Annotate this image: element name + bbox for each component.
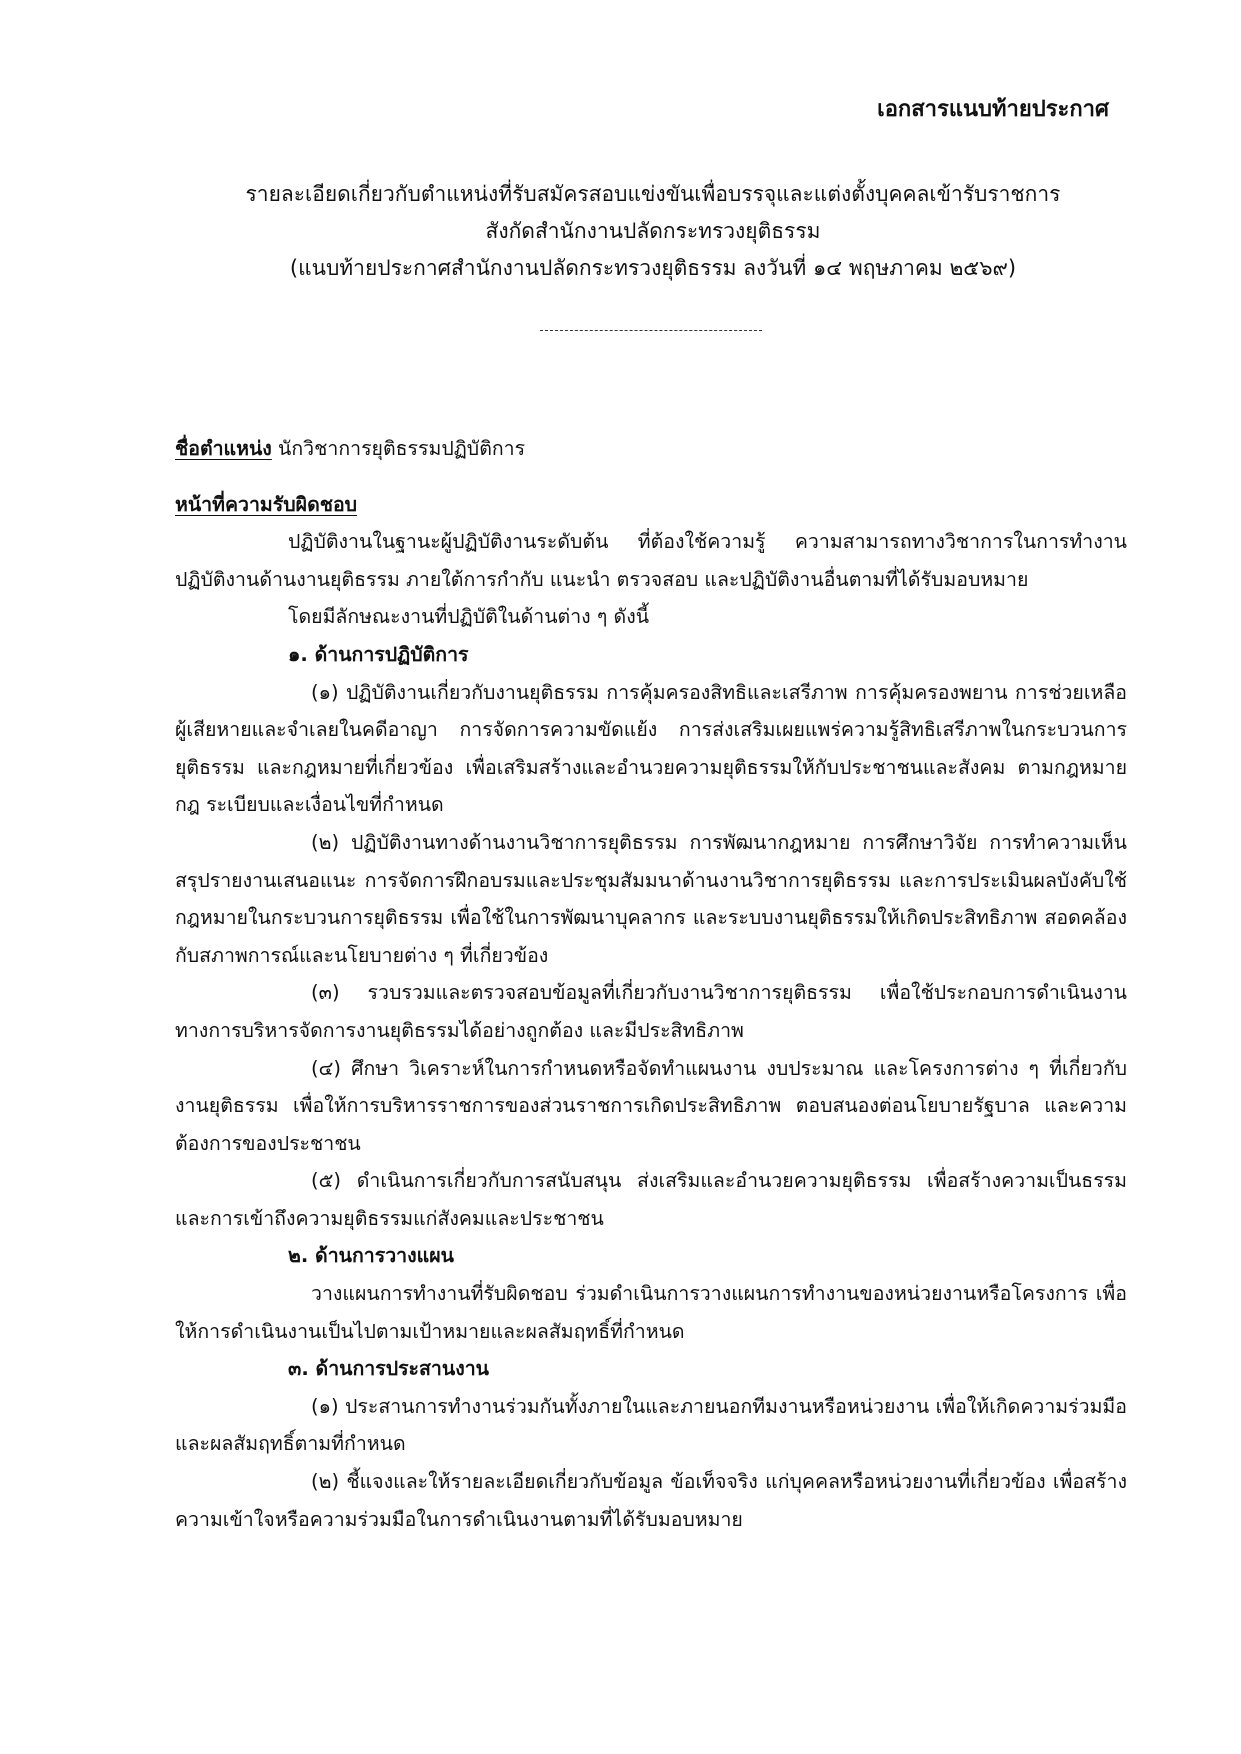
document-header <box>160 176 1146 287</box>
operations-item-1: (๑) ปฏิบัติงานเกี่ยวกับงานยุติธรรม การคุ้มครองสิทธิและเสรีภาพ การคุ้มครองพยาน การช่วยเหลือผู้เสียหายและจำเลยในคดีอาญา การจัดการความขัดแย้ง การส่งเสริมเผยแพร่ความรู้สิทธิเสรีภาพในกระบวนการยุติธรรม และกฎหมายที่เกี่ยวข้อง เพื่อเสริมสร้างและอำนวยความยุติธรรมให้กับประชาชนและสังคม ตามกฎหมาย กฎ ระเบียบและเงื่อนไขที่กำหนด <box>175 680 1127 817</box>
planning-item-1: วางแผนการทำงานที่รับผิดชอบ ร่วมดำเนินการวางแผนการทำงานของหน่วยงานหรือโครงการ เพื่อให้การดำเนินงานเป็นไปตามเป้าหมายและผลสัมฤทธิ์ที่กำหนด <box>175 1282 1127 1343</box>
position-value: นักวิชาการยุติธรรมปฏิบัติการ <box>278 437 526 460</box>
operations-item-4: (๔) ศึกษา วิเคราะห์ในการกำหนดหรือจัดทำแผนงาน งบประมาณ และโครงการต่าง ๆ ที่เกี่ยวกับงานยุติธรรม เพื่อให้การบริหารราชการของส่วนราชการเกิดประสิทธิภาพ ตอบสนองต่อนโยบายรัฐบาล และความต้องการของประชาชน <box>175 1056 1127 1155</box>
header-line-1: รายละเอียดเกี่ยวกับตำแหน่งที่รับสมัครสอบแข่งขันเพื่อบรรจุและแต่งตั้งบุคคลเข้ารับราชการ <box>245 182 1061 206</box>
coordination-item-2: (๒) ชี้แจงและให้รายละเอียดเกี่ยวกับข้อมูล ข้อเท็จจริง แก่บุคคลหรือหน่วยงานที่เกี่ยวข้อง เพื่อสร้างความเข้าใจหรือความร่วมมือในการดำเนินงานตามที่ได้รับมอบหมาย <box>175 1470 1127 1531</box>
header-line-2: สังกัดสำนักงานปลัดกระทรวงยุติธรรม <box>485 219 821 243</box>
document-body <box>175 430 1127 1538</box>
operations-item-3: (๓) รวบรวมและตรวจสอบข้อมูลที่เกี่ยวกับงานวิชาการยุติธรรม เพื่อใช้ประกอบการดำเนินงานทางการบริหารจัดการงานยุติธรรมได้อย่างถูกต้อง และมีประสิทธิภาพ <box>175 981 1127 1042</box>
duties-heading: หน้าที่ความรับผิดชอบ <box>175 492 358 516</box>
attachment-title: เอกสารแนบท้ายประกาศ <box>877 97 1109 122</box>
duties-heading-line <box>175 486 1127 524</box>
intro-paragraph-2: โดยมีลักษณะงานที่ปฏิบัติในด้านต่าง ๆ ดังนี้ <box>288 605 650 629</box>
coordination-item-1: (๑) ประสานการทำงานร่วมกันทั้งภายในและภายนอกทีมงานหรือหน่วยงาน เพื่อให้เกิดความร่วมมือและผลสัมฤทธิ์ตามที่กำหนด <box>175 1394 1127 1456</box>
operations-item-2: (๒) ปฏิบัติงานทางด้านงานวิชาการยุติธรรม การพัฒนากฎหมาย การศึกษาวิจัย การทำความเห็น สรุปรายงานเสนอแนะ การจัดการฝึกอบรมและประชุมสัมมนาด้านงานวิชาการยุติธรรม และการประเมินผลบังคับใช้กฎหมายในกระบวนการยุติธรรม เพื่อใช้ในการพัฒนาบุคลากร และระบบงานยุติธรรมให้เกิดประสิทธิภาพ สอดคล้องกับสภาพการณ์และนโยบายต่าง ๆ ที่เกี่ยวข้อง <box>175 830 1127 967</box>
section-heading-coordination: ๓. ด้านการประสานงาน <box>288 1357 490 1381</box>
section-heading-planning: ๒. ด้านการวางแผน <box>288 1244 454 1268</box>
header-line-3: (แนบท้ายประกาศสำนักงานปลัดกระทรวงยุติธรรม ลงวันที่ ๑๔ พฤษภาคม ๒๕๖๙) <box>289 256 1017 280</box>
operations-item-5: (๕) ดำเนินการเกี่ยวกับการสนับสนุน ส่งเสริมและอำนวยความยุติธรรม เพื่อสร้างความเป็นธรรม และการเข้าถึงความยุติธรรมแก่สังคมและประชาชน <box>175 1169 1127 1230</box>
intro-paragraph: ปฏิบัติงานในฐานะผู้ปฏิบัติงานระดับต้น ที่ต้องใช้ความรู้ ความสามารถทางวิชาการในการทำงาน ปฏิบัติงานด้านงานยุติธรรม ภายใต้การกำกับ แนะนำ ตรวจสอบ และปฏิบัติงานอื่นตามที่ได้รับมอบหมาย <box>175 530 1127 591</box>
header-divider <box>540 330 762 331</box>
section-heading-operations: ๑. ด้านการปฏิบัติการ <box>288 642 469 666</box>
position-label: ชื่อตำแหน่ง <box>175 437 272 460</box>
position-line <box>175 430 1127 468</box>
